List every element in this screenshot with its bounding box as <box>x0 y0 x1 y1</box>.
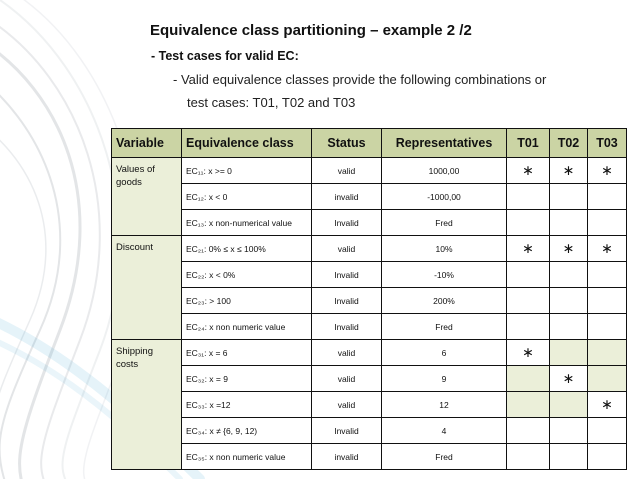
t03-mark <box>588 210 627 236</box>
t03-mark: ∗ <box>588 236 627 262</box>
t02-mark <box>550 314 588 340</box>
status-cell: valid <box>312 366 382 392</box>
t02-mark <box>550 288 588 314</box>
status-cell: valid <box>312 340 382 366</box>
representative-cell: 1000,00 <box>382 158 507 184</box>
t01-mark <box>507 314 550 340</box>
header-t02: T02 <box>550 129 588 158</box>
t02-mark <box>550 210 588 236</box>
ec-cell: EC₃₁: x = 6 <box>182 340 312 366</box>
t02-mark <box>550 392 588 418</box>
t02-mark: ∗ <box>550 366 588 392</box>
representative-cell: 10% <box>382 236 507 262</box>
ec-cell: EC₁₃: x non-numerical value <box>182 210 312 236</box>
t01-mark: ∗ <box>507 158 550 184</box>
t03-mark <box>588 288 627 314</box>
ec-cell: EC₂₁: 0% ≤ x ≤ 100% <box>182 236 312 262</box>
t03-mark <box>588 314 627 340</box>
representative-cell: -1000,00 <box>382 184 507 210</box>
ec-cell: EC₃₅: x non numeric value <box>182 444 312 470</box>
representative-cell: 200% <box>382 288 507 314</box>
status-cell: valid <box>312 158 382 184</box>
table-header-row <box>112 129 627 158</box>
slide-description-line-1: - Valid equivalence classes provide the following combinations or <box>173 72 547 87</box>
ec-cell: EC₁₂: x < 0 <box>182 184 312 210</box>
header-representatives: Representatives <box>382 129 507 158</box>
slide-description-line-2: test cases: T01, T02 and T03 <box>187 95 356 110</box>
status-cell: valid <box>312 392 382 418</box>
t01-mark <box>507 366 550 392</box>
ec-cell: EC₂₂: x < 0% <box>182 262 312 288</box>
status-cell: invalid <box>312 444 382 470</box>
ec-cell: EC₃₄: x ≠ {6, 9, 12) <box>182 418 312 444</box>
t03-mark: ∗ <box>588 392 627 418</box>
table-row <box>112 288 627 314</box>
ec-cell: EC₂₃: > 100 <box>182 288 312 314</box>
table-row <box>112 262 627 288</box>
t03-mark <box>588 418 627 444</box>
ec-cell: EC₃₃: x =12 <box>182 392 312 418</box>
t03-mark <box>588 444 627 470</box>
ec-cell: EC₂₄: x non numeric value <box>182 314 312 340</box>
representative-cell: Fred <box>382 444 507 470</box>
t01-mark <box>507 418 550 444</box>
representative-cell: 6 <box>382 340 507 366</box>
t01-mark: ∗ <box>507 340 550 366</box>
representative-cell: 4 <box>382 418 507 444</box>
t01-mark <box>507 262 550 288</box>
t03-mark <box>588 366 627 392</box>
status-cell: invalid <box>312 184 382 210</box>
status-cell: Invalid <box>312 288 382 314</box>
table-row <box>112 158 627 184</box>
equivalence-class-table <box>111 128 627 470</box>
t01-mark <box>507 392 550 418</box>
header-equivalence-class: Equivalence class <box>182 129 312 158</box>
t01-mark <box>507 444 550 470</box>
table-row <box>112 340 627 366</box>
status-cell: Invalid <box>312 262 382 288</box>
table-row <box>112 392 627 418</box>
representative-cell: 12 <box>382 392 507 418</box>
slide-title: Equivalence class partitioning – example 2 /2 <box>150 22 472 39</box>
status-cell: Invalid <box>312 314 382 340</box>
header-t03: T03 <box>588 129 627 158</box>
t02-mark <box>550 340 588 366</box>
variable-cell: Values of goods <box>112 158 182 236</box>
representative-cell: Fred <box>382 210 507 236</box>
table-row <box>112 210 627 236</box>
table-row <box>112 236 627 262</box>
t01-mark <box>507 210 550 236</box>
header-t01: T01 <box>507 129 550 158</box>
header-status: Status <box>312 129 382 158</box>
t02-mark: ∗ <box>550 158 588 184</box>
table-row <box>112 366 627 392</box>
t01-mark <box>507 288 550 314</box>
ec-cell: EC₃₂: x = 9 <box>182 366 312 392</box>
header-variable: Variable <box>112 129 182 158</box>
table-row <box>112 314 627 340</box>
t02-mark <box>550 262 588 288</box>
t02-mark <box>550 184 588 210</box>
table-row <box>112 418 627 444</box>
variable-cell: Discount <box>112 236 182 340</box>
representative-cell: -10% <box>382 262 507 288</box>
status-cell: Invalid <box>312 210 382 236</box>
t01-mark: ∗ <box>507 236 550 262</box>
slide-subtitle: - Test cases for valid EC: <box>151 49 299 63</box>
status-cell: valid <box>312 236 382 262</box>
status-cell: Invalid <box>312 418 382 444</box>
t02-mark <box>550 444 588 470</box>
representative-cell: 9 <box>382 366 507 392</box>
table-row <box>112 444 627 470</box>
representative-cell: Fred <box>382 314 507 340</box>
t02-mark: ∗ <box>550 236 588 262</box>
t01-mark <box>507 184 550 210</box>
t03-mark <box>588 184 627 210</box>
t02-mark <box>550 418 588 444</box>
ec-cell: EC₁₁: x >= 0 <box>182 158 312 184</box>
t03-mark <box>588 340 627 366</box>
t03-mark <box>588 262 627 288</box>
table-row <box>112 184 627 210</box>
variable-cell: Shipping costs <box>112 340 182 470</box>
t03-mark: ∗ <box>588 158 627 184</box>
